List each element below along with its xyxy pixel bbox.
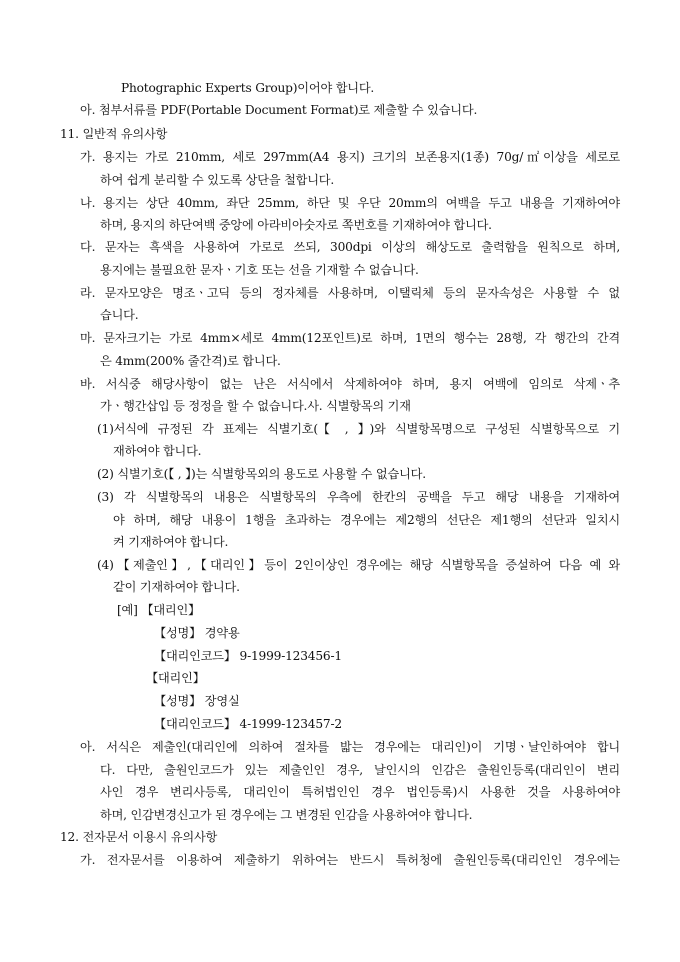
text-line: 【성명】 경약용 [154, 626, 240, 640]
text-line: 야 하며, 해당 내용이 1행을 초과하는 경우에는 제2행의 선단은 제1행의 선단과 일치시 [113, 513, 620, 527]
text-line: 용지에는 불필요한 문자ㆍ기호 또는 선을 기재할 수 없습니다. [100, 263, 419, 277]
text-line: 【대리인코드】 9-1999-123456-1 [154, 649, 342, 663]
text-line: 재하여야 합니다. [113, 444, 202, 458]
text-line: 하며, 용지의 하단여백 중앙에 아라비아숫자로 쪽번호를 기재하여야 합니다. [100, 218, 492, 232]
text-line: 나. 용지는 상단 40mm, 좌단 25mm, 하단 및 우단 20mm의 여백을 두고 내용을 기재하여야 [80, 196, 620, 210]
text-line: 가. 전자문서를 이용하여 제출하기 위하여는 반드시 특허청에 출원인등록(대리인인 경우에는 [80, 853, 620, 867]
text-line: 하며, 인감변경신고가 된 경우에는 그 변경된 인감을 사용하여야 합니다. [100, 808, 473, 822]
text-line: Photographic Experts Group)이어야 합니다. [121, 81, 375, 95]
text-line: (2) 식별기호(【 , 】)는 식별항목외의 용도로 사용할 수 없습니다. [97, 467, 426, 481]
text-line: 같이 기재하여야 합니다. [113, 580, 240, 594]
text-line: 【대리인코드】 4-1999-123457-2 [154, 717, 342, 731]
text-line: (4)【제출인】,【대리인】등이 2인이상인 경우에는 해당 식별항목을 증설하여 다음 예 와 [97, 558, 620, 572]
text-line: 마. 문자크기는 가로 4mm×세로 4mm(12포인트)로 하며, 1면의 행수는 28행, 각 행간의 간격 [80, 331, 620, 345]
text-line: 【대리인】 [146, 671, 205, 685]
text-line: 은 4mm(200% 줄간격)로 합니다. [100, 354, 281, 368]
text-line: 라. 문자모양은 명조ㆍ고딕 등의 정자체를 사용하며, 이탤릭체 등의 문자속성은 사용할 수 없 [80, 286, 620, 300]
text-line: 하여 쉽게 분리할 수 있도록 상단을 철합니다. [100, 173, 335, 187]
section-heading: 12. 전자문서 이용시 유의사항 [60, 830, 218, 844]
example-label: [예] 【대리인】 [117, 603, 201, 617]
text-line: 아. 서식은 제출인(대리인에 의하여 절차를 밟는 경우에는 대리인)이 기명ㆍ날인하여야 합니 [80, 740, 620, 754]
text-line: 아. 첨부서류를 PDF(Portable Document Format)로 제출할 수 있습니다. [80, 103, 478, 117]
section-heading: 11. 일반적 유의사항 [60, 127, 168, 141]
text-line: (1)서식에 규정된 각 표제는 식별기호(【 , 】)와 식별항목명으로 구성된 식별항목으로 기 [97, 422, 620, 436]
text-line: 켜 기재하여야 합니다. [113, 535, 229, 549]
text-line: 가. 용지는 가로 210mm, 세로 297mm(A4 용지) 크기의 보존용지(1종) 70g/㎡이상을 세로로 [80, 150, 620, 164]
text-line: 바. 서식중 해당사항이 없는 난은 서식에서 삭제하여야 하며, 용지 여백에 임의로 삭제ㆍ추 [80, 377, 620, 391]
text-line: 다. 문자는 흑색을 사용하여 가로로 쓰되, 300dpi 이상의 해상도로 출력함을 원칙으로 하며, [80, 240, 620, 254]
text-line: (3) 각 식별항목의 내용은 식별항목의 우측에 한칸의 공백을 두고 해당 내용을 기재하여 [97, 490, 620, 504]
text-line: 사인 경우 변리사등록, 대리인이 특허법인인 경우 법인등록)시 사용한 것을 사용하여야 [100, 785, 620, 799]
text-line: 【성명】 장영실 [154, 694, 240, 708]
text-line: 습니다. [100, 308, 139, 322]
text-line: 가ㆍ행간삽입 등 정정을 할 수 없습니다.사. 식별항목의 기재 [100, 399, 411, 413]
text-line: 다. 다만, 출원인코드가 있는 제출인인 경우, 날인시의 인감은 출원인등록(대리인이 변리 [100, 763, 620, 777]
